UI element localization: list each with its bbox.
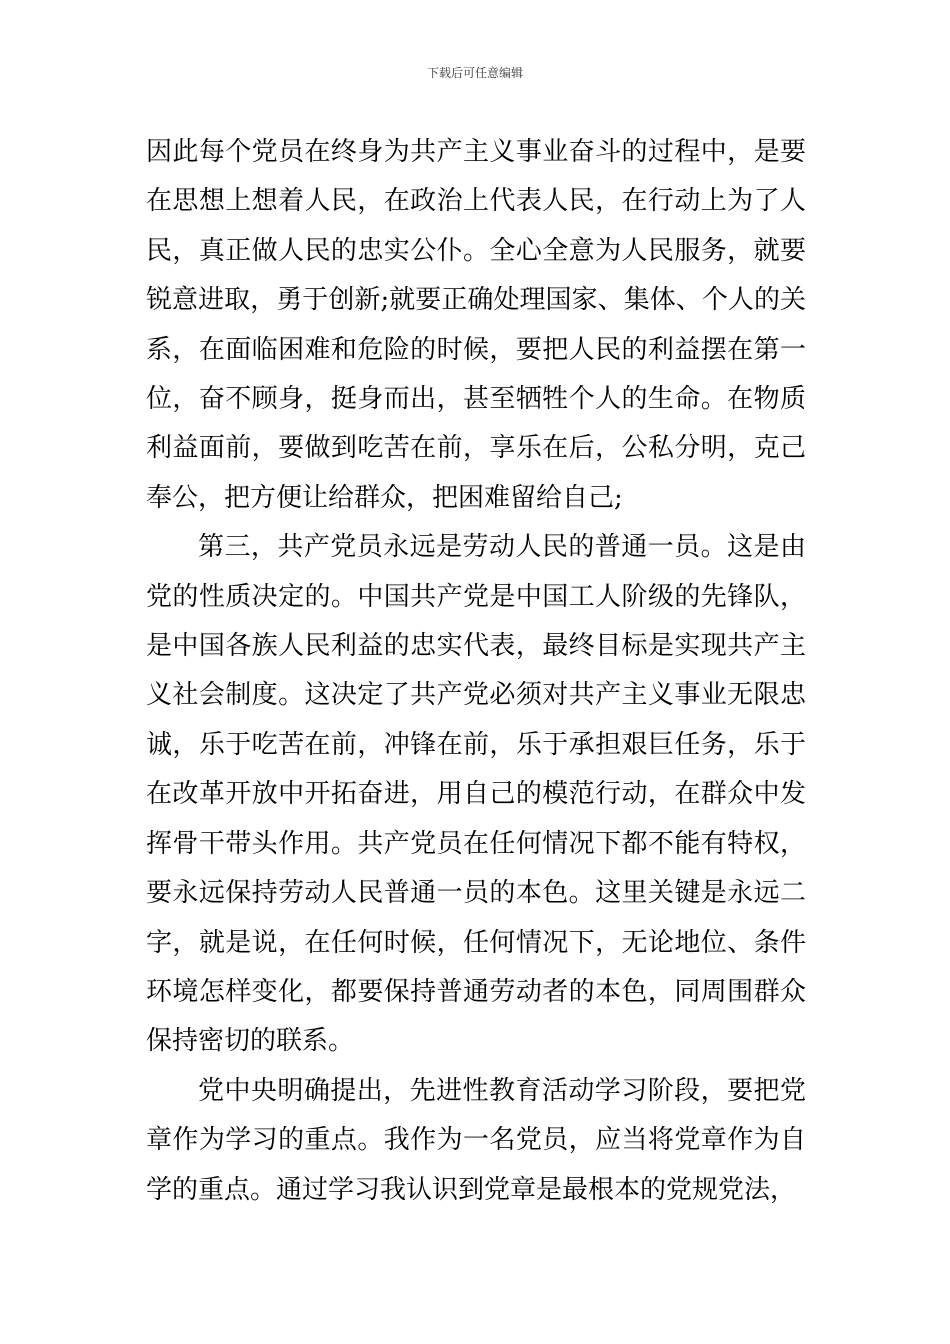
paragraph-1: 因此每个党员在终身为共产主义事业奋斗的过程中，是要在思想上想着人民，在政治上代表人民，在行动上为了人民，真正做人民的忠实公仆。全心全意为人民服务，就要锐意进取，勇于创新;就要正确处理国家、集体、个人的关系，在面临困难和危险的时候，要把人民的利益摆在第一位，奋不顾身，挺身而出，甚至牺牲个人的生命。在物质利益面前，要做到吃苦在前，享乐在后，公私分明，克己奉公，把方便让给群众，把困难留给自己;: [146, 137, 806, 513]
page-header: 下载后可任意编辑: [426, 66, 523, 80]
paragraph-3: 党中央明确提出，先进性教育活动学习阶段，要把党章作为学习的重点。我作为一名党员，应当将党章作为自学的重点。通过学习我认识到党章是最根本的党规党法，: [146, 1075, 806, 1205]
paragraph-2: 第三，共产党员永远是劳动人民的普通一员。这是由党的性质决定的。中国共产党是中国工人阶级的先锋队，是中国各族人民利益的忠实代表，最终目标是实现共产主义社会制度。这决定了共产党必须对共产主义事业无限忠诚，乐于吃苦在前，冲锋在前，乐于承担艰巨任务，乐于在改革开放中开拓奋进，用自己的模范行动，在群众中发挥骨干带头作用。共产党员在任何情况下都不能有特权，要永远保持劳动人民普通一员的本色。这里关键是永远二字，就是说，在任何时候，任何情况下，无论地位、条件环境怎样变化，都要保持普通劳动者的本色，同周围群众保持密切的联系。: [146, 532, 806, 1057]
document-body: [146, 128, 806, 1215]
